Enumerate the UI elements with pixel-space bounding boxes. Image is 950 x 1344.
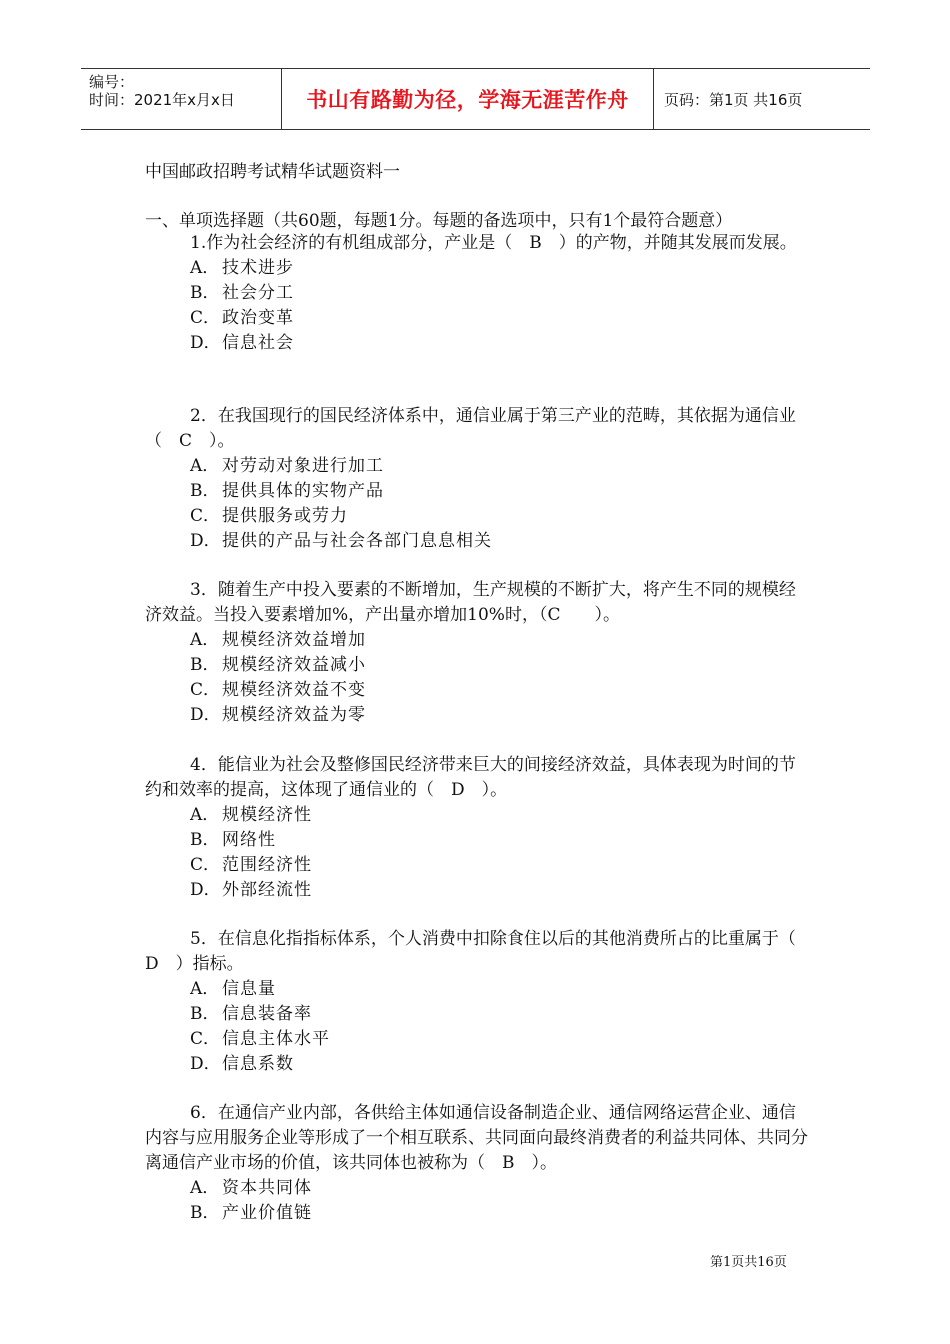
question-stem: 2．在我国现行的国民经济体系中，通信业属于第三产业的范畴，其依据为通信业（ C ）。 (145, 406, 796, 451)
option-c: C． 规模经济效益不变 (190, 680, 366, 700)
option-c: C． 范围经济性 (190, 855, 312, 875)
option-a: A． 信息量 (190, 979, 276, 999)
header-motto-cell (281, 69, 654, 129)
option-b: B． 提供具体的实物产品 (190, 481, 384, 501)
option-c: C． 提供服务或劳力 (190, 506, 348, 526)
option-b: B． 产业价值链 (190, 1203, 312, 1223)
option-a: A． 规模经济性 (190, 805, 312, 825)
question-2 (145, 404, 810, 554)
header-meta (81, 69, 281, 129)
option-c: C． 信息主体水平 (190, 1029, 330, 1049)
question-5 (145, 927, 813, 1077)
option-d: D．外部经流性 (190, 880, 312, 900)
option-a: A． 技术进步 (190, 258, 294, 278)
question-stem: 5．在信息化指指标体系，个人消费中扣除食住以后的其他消费所占的比重属于（ D ）指标。 (145, 929, 813, 974)
option-d: D．信息社会 (190, 333, 294, 353)
question-1 (145, 231, 810, 356)
option-c: C． 政治变革 (190, 308, 294, 328)
option-b: B． 规模经济效益减小 (190, 655, 366, 675)
option-b: B． 社会分工 (190, 283, 294, 303)
option-d: D．提供的产品与社会各部门息息相关 (190, 531, 492, 551)
page-header (81, 68, 870, 130)
document-title: 中国邮政招聘考试精华试题资料一 (145, 162, 400, 182)
time-label: 时间：2021年x月x日 (89, 91, 235, 109)
option-a: A． 规模经济效益增加 (190, 630, 366, 650)
page-info-text: 页码：第1页 共16页 (664, 90, 803, 109)
number-label: 编号： (89, 73, 135, 91)
option-b: B． 信息装备率 (190, 1004, 312, 1024)
option-d: D．规模经济效益为零 (190, 705, 366, 725)
question-3 (145, 578, 810, 728)
question-4 (145, 753, 810, 903)
option-a: A． 对劳动对象进行加工 (190, 456, 384, 476)
page-footer: 第1页共16页 (710, 1255, 787, 1270)
question-stem: 3．随着生产中投入要素的不断增加，生产规模的不断扩大，将产生不同的规模经济效益。当投入要素增加%，产出量亦增加10%时，（C ）。 (145, 580, 796, 625)
motto-text: 书山有路勤为径，学海无涯苦作舟 (306, 88, 629, 112)
section-heading: 一、单项选择题（共60题，每题1分。每题的备选项中，只有1个最符合题意） (145, 211, 733, 231)
question-stem: 4．能信业为社会及整修国民经济带来巨大的间接经济效益，具体表现为时间的节约和效率的提高，这体现了通信业的（ D ）。 (145, 755, 796, 800)
question-stem: 6．在通信产业内部，各供给主体如通信设备制造企业、通信网络运营企业、通信内容与应用服务企业等形成了一个相互联系、共同面向最终消费者的利益共同体、共同分离通信产业市场的价值，该共同体也被称为（ B ）。 (145, 1103, 808, 1173)
option-b: B． 网络性 (190, 830, 276, 850)
header-page-info (654, 69, 870, 129)
question-6 (145, 1101, 810, 1226)
option-d: D．信息系数 (190, 1054, 294, 1074)
question-stem: 1.作为社会经济的有机组成部分，产业是（ B ）的产物，并随其发展而发展。 (190, 233, 797, 253)
option-a: A． 资本共同体 (190, 1178, 312, 1198)
